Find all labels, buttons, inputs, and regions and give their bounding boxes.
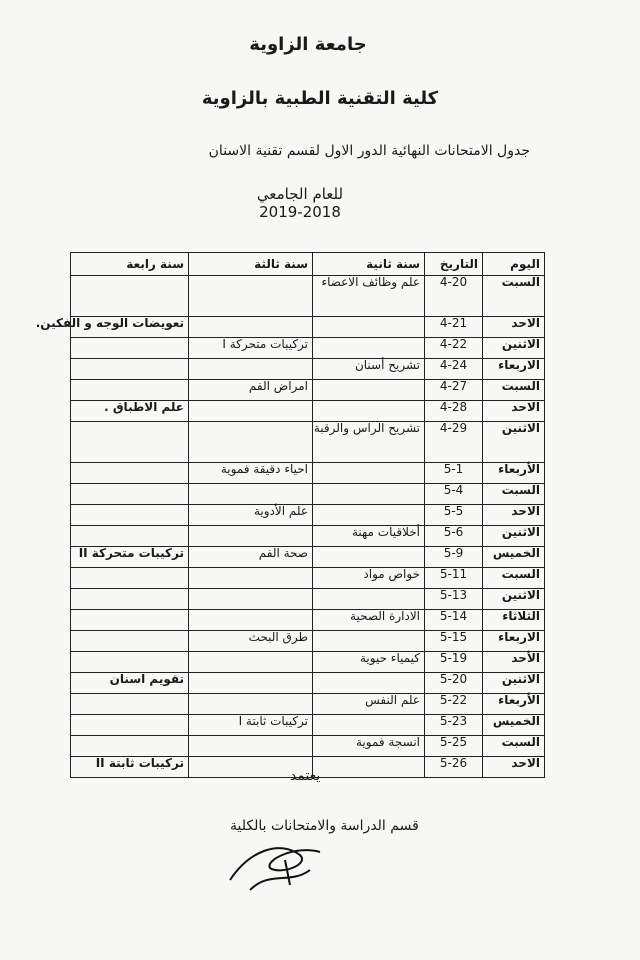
cell-date: 5-14 <box>425 610 483 631</box>
cell-day: الاحد <box>483 505 545 526</box>
cell-y3: امراض الفم <box>189 380 313 401</box>
cell-date: 5-20 <box>425 673 483 694</box>
table-row <box>71 694 545 715</box>
cell-y2 <box>313 715 425 736</box>
cell-day: السبت <box>483 484 545 505</box>
cell-y3: احياء دقيقة فموية <box>189 463 313 484</box>
academic-year-label: للعام الجامعي <box>256 185 344 203</box>
cell-y3 <box>189 401 313 422</box>
cell-y3: تركيبات ثابتة I <box>189 715 313 736</box>
cell-y4 <box>71 589 189 610</box>
handwritten-signature <box>210 830 350 900</box>
cell-date: 5-11 <box>425 568 483 589</box>
cell-date: 5-23 <box>425 715 483 736</box>
cell-day: السبت <box>483 568 545 589</box>
cell-date: 4-29 <box>425 422 483 463</box>
cell-y2: تشريح أسنان <box>313 359 425 380</box>
department-signature-label: قسم الدراسة والامتحانات بالكلية <box>230 818 419 834</box>
cell-day: الأربعاء <box>483 694 545 715</box>
cell-y3 <box>189 673 313 694</box>
cell-date: 5-19 <box>425 652 483 673</box>
cell-day: الخميس <box>483 547 545 568</box>
cell-y4 <box>71 380 189 401</box>
cell-date: 4-20 <box>425 276 483 317</box>
cell-y3 <box>189 359 313 380</box>
cell-y3 <box>189 589 313 610</box>
cell-y3 <box>189 276 313 317</box>
cell-y3 <box>189 652 313 673</box>
cell-date: 5-13 <box>425 589 483 610</box>
cell-y2 <box>313 505 425 526</box>
table-row <box>71 589 545 610</box>
cell-day: الاثنين <box>483 673 545 694</box>
cell-y4 <box>71 463 189 484</box>
table-row <box>71 380 545 401</box>
cell-day: الاثنين <box>483 338 545 359</box>
cell-day: الأحد <box>483 652 545 673</box>
cell-y4: تعويضات الوجه و الفكين. <box>71 317 189 338</box>
exam-schedule-table <box>35 252 545 778</box>
cell-y2: كيمياء حيوية <box>313 652 425 673</box>
cell-date: 5-22 <box>425 694 483 715</box>
cell-y2: انسجة فموية <box>313 736 425 757</box>
cell-y3 <box>189 422 313 463</box>
cell-y2 <box>313 380 425 401</box>
cell-day: الاحد <box>483 317 545 338</box>
cell-day: الاحد <box>483 401 545 422</box>
cell-date: 5-4 <box>425 484 483 505</box>
table-row <box>71 547 545 568</box>
cell-y2: علم النفس <box>313 694 425 715</box>
table-row <box>71 359 545 380</box>
cell-y4 <box>71 276 189 317</box>
cell-day: الاربعاء <box>483 359 545 380</box>
table-row <box>71 276 545 317</box>
table-row <box>71 736 545 757</box>
cell-y4: تركيبات متحركة II <box>71 547 189 568</box>
table-header-row <box>71 253 545 276</box>
table-row <box>71 652 545 673</box>
cell-day: السبت <box>483 380 545 401</box>
cell-y4 <box>71 715 189 736</box>
cell-y2 <box>313 317 425 338</box>
cell-y2: أخلاقيات مهنة <box>313 526 425 547</box>
cell-date: 4-24 <box>425 359 483 380</box>
cell-y4 <box>71 736 189 757</box>
cell-y3 <box>189 317 313 338</box>
cell-y3 <box>189 694 313 715</box>
table-body <box>35 275 545 778</box>
cell-date: 4-21 <box>425 317 483 338</box>
cell-day: الخميس <box>483 715 545 736</box>
cell-day: السبت <box>483 736 545 757</box>
header-day: اليوم <box>483 253 545 276</box>
table-row <box>71 568 545 589</box>
cell-y4: علم الاطباق . <box>71 401 189 422</box>
cell-y2: تشريح الراس والرقبة <box>313 422 425 463</box>
cell-y4: تركيبات ثابتة II <box>71 757 189 778</box>
cell-y3: طرق البحث <box>189 631 313 652</box>
table-row <box>71 338 545 359</box>
cell-y2 <box>313 547 425 568</box>
cell-y2 <box>313 757 425 778</box>
cell-y4 <box>71 359 189 380</box>
cell-day: الاثنين <box>483 422 545 463</box>
table-row <box>71 526 545 547</box>
table-row <box>71 715 545 736</box>
faculty-name: كلية التقنية الطبية بالزاوية <box>201 88 439 109</box>
cell-y4 <box>71 694 189 715</box>
cell-y4 <box>71 422 189 463</box>
cell-y3 <box>189 610 313 631</box>
table-row <box>71 484 545 505</box>
cell-y4 <box>71 505 189 526</box>
cell-day: الاثنين <box>483 589 545 610</box>
cell-date: 5-6 <box>425 526 483 547</box>
cell-date: 4-28 <box>425 401 483 422</box>
approval-label: يعتمد <box>290 768 321 784</box>
header-year2: سنة ثانية <box>313 253 425 276</box>
university-name: جامعة الزاوية <box>249 34 367 55</box>
cell-day: الاربعاء <box>483 631 545 652</box>
table-row <box>71 401 545 422</box>
cell-y2: علم وظائف الاعضاء <box>313 276 425 317</box>
cell-y2 <box>313 338 425 359</box>
cell-y4 <box>71 652 189 673</box>
table-row <box>71 631 545 652</box>
cell-y4 <box>71 338 189 359</box>
cell-y3 <box>189 484 313 505</box>
cell-y3 <box>189 736 313 757</box>
cell-date: 5-5 <box>425 505 483 526</box>
cell-y2 <box>313 673 425 694</box>
header-year3: سنة ثالثة <box>189 253 313 276</box>
cell-date: 5-15 <box>425 631 483 652</box>
cell-y4 <box>71 526 189 547</box>
table-row <box>71 463 545 484</box>
cell-date: 5-1 <box>425 463 483 484</box>
header-date: التاريخ <box>425 253 483 276</box>
cell-y4: تقويم اسنان <box>71 673 189 694</box>
cell-y2 <box>313 463 425 484</box>
table-row <box>71 610 545 631</box>
cell-day: الأربعاء <box>483 463 545 484</box>
cell-y3: علم الأدوية <box>189 505 313 526</box>
cell-y4 <box>71 631 189 652</box>
academic-year: 2019-2018 <box>259 203 341 221</box>
cell-y2 <box>313 401 425 422</box>
table-row <box>71 317 545 338</box>
cell-y2 <box>313 589 425 610</box>
cell-y4 <box>71 484 189 505</box>
cell-date: 5-26 <box>425 757 483 778</box>
cell-date: 4-22 <box>425 338 483 359</box>
cell-y2: الادارة الصحية <box>313 610 425 631</box>
cell-y2 <box>313 484 425 505</box>
cell-date: 5-25 <box>425 736 483 757</box>
cell-y2: خواص مواد <box>313 568 425 589</box>
cell-date: 5-9 <box>425 547 483 568</box>
cell-y4 <box>71 610 189 631</box>
cell-y3: تركيبات متحركة I <box>189 338 313 359</box>
table-row <box>71 673 545 694</box>
cell-y3 <box>189 526 313 547</box>
cell-y3 <box>189 568 313 589</box>
table-row <box>71 422 545 463</box>
schedule-title: جدول الامتحانات النهائية الدور الاول لقسم تقنية الاسنان <box>208 143 530 159</box>
cell-day: السبت <box>483 276 545 317</box>
cell-y4 <box>71 568 189 589</box>
cell-date: 4-27 <box>425 380 483 401</box>
cell-day: الثلاثاء <box>483 610 545 631</box>
cell-y3: صحة الفم <box>189 547 313 568</box>
cell-day: الاثنين <box>483 526 545 547</box>
cell-day: الاحد <box>483 757 545 778</box>
cell-y2 <box>313 631 425 652</box>
header-year4: سنة رابعة <box>71 253 189 276</box>
table-row <box>71 505 545 526</box>
